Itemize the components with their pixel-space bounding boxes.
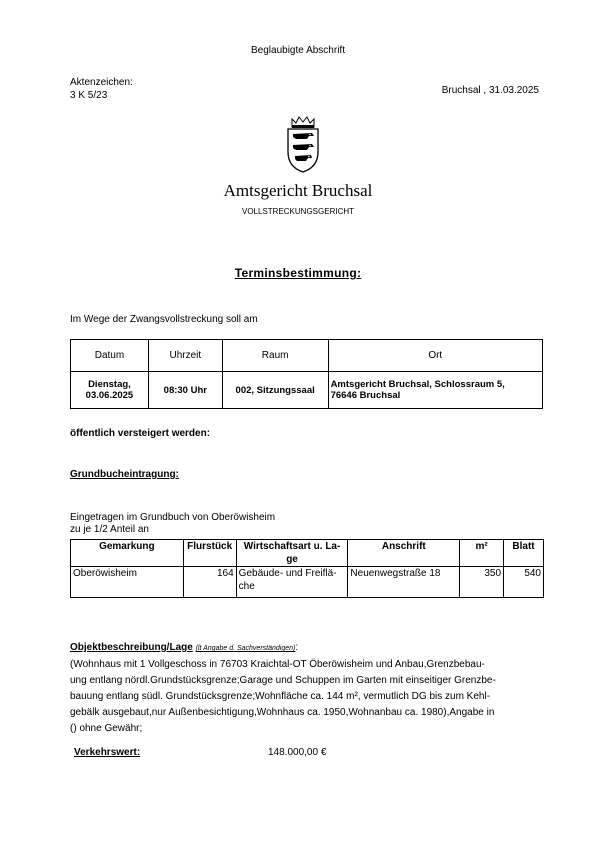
column-header-wirtschaftsart: [236, 540, 348, 567]
termin-table-row: [71, 372, 543, 409]
objekt-title-suffix: :: [295, 642, 299, 653]
column-header-anschrift: Anschrift: [348, 540, 460, 567]
objekt-description: [70, 657, 534, 737]
objekt-title: Objektbeschreibung/Lage: [70, 642, 193, 653]
grundbuch-table-header-row: [71, 540, 544, 567]
cell-wirtschaftsart-line2: che: [238, 581, 255, 592]
document-title: Terminsbestimmung:: [234, 266, 362, 280]
column-header-gemarkung: Gemarkung: [71, 540, 184, 567]
objekt-line: ung entlang nördl.Grundstücksgrenze;Garage und Schuppen im Garten mit einseitiger Grenzbe-: [70, 675, 496, 686]
termin-raum: 002, Sitzungssaal: [222, 372, 328, 409]
grundbuch-line2: zu je 1/2 Anteil an: [70, 524, 149, 535]
termin-table: [70, 339, 543, 409]
termin-weekday: Dienstag,: [88, 379, 131, 390]
cell-gemarkung: Oberöwisheim: [71, 567, 184, 598]
termin-datum: [71, 372, 149, 409]
column-header-uhrzeit: Uhrzeit: [148, 340, 222, 372]
column-header-flurstueck: Flurstück: [183, 540, 236, 567]
aktenzeichen-label: Aktenzeichen:: [70, 77, 133, 88]
baden-wuerttemberg-coat-of-arms-icon: [283, 114, 323, 174]
column-header-raum: Raum: [222, 340, 328, 372]
column-header-ort: Ort: [328, 340, 542, 372]
place-date: Bruchsal , 31.03.2025: [441, 85, 539, 96]
court-department: VOLLSTRECKUNGSGERICHT: [241, 207, 355, 216]
cell-flurstueck: 164: [183, 567, 236, 598]
cell-wirtschaftsart: [236, 567, 348, 598]
objekt-line: bauung entlang südl. Grundstücksgrenze;Wohnfläche ca. 144 m², vermutlich DG bis zum Kehl-: [70, 691, 491, 702]
termin-table-header-row: [71, 340, 543, 372]
column-header-wirtschaftsart-line1: Wirtschaftsart u. La-: [243, 541, 341, 552]
column-header-wirtschaftsart-line2: ge: [286, 554, 298, 565]
objekt-line: (Wohnhaus mit 1 Vollgeschoss in 76703 Kraichtal-OT Öberöwisheim und Anbau,Grenzbebau-: [70, 659, 485, 670]
termin-uhrzeit: 08:30 Uhr: [148, 372, 222, 409]
termin-ort: [328, 372, 542, 409]
verkehrswert-value: 148.000,00 €: [268, 747, 327, 758]
versteigert-text: öffentlich versteigert werden:: [70, 428, 211, 439]
objekt-title-note: (lt Angabe d. Sachverständigen): [195, 645, 296, 652]
verkehrswert-label: Verkehrswert:: [74, 747, 141, 758]
grundbuch-text: [70, 512, 275, 536]
document-header-label: Beglaubigte Abschrift: [251, 45, 345, 56]
column-header-blatt: Blatt: [504, 540, 544, 567]
cell-blatt: 540: [504, 567, 544, 598]
column-header-datum: Datum: [71, 340, 149, 372]
objekt-line: () ohne Gewähr;: [70, 723, 143, 734]
intro-text: Im Wege der Zwangsvollstreckung soll am: [70, 314, 258, 325]
cell-wirtschaftsart-line1: Gebäude- und Freiflä-: [238, 568, 337, 579]
column-header-m2: m²: [460, 540, 504, 567]
grundbuch-table-row: [71, 567, 544, 598]
cell-m2: 350: [460, 567, 504, 598]
objekt-line: gebälk ausgebaut,nur Außenbesichtigung,Wohnhaus ca. 1950,Wohnanbau ca. 1980),Angabe in: [70, 707, 495, 718]
grundbuch-table: [70, 539, 544, 598]
aktenzeichen-value: 3 K 5/23: [70, 90, 108, 101]
grundbuch-line1: Eingetragen im Grundbuch von Oberöwisheim: [70, 512, 276, 523]
court-name: Amtsgericht Bruchsal: [223, 181, 373, 200]
termin-ort-line1: Amtsgericht Bruchsal, Schlossraum 5,: [330, 379, 505, 390]
objekt-title-line: [70, 642, 298, 653]
cell-anschrift: Neuenwegstraße 18: [348, 567, 460, 598]
termin-ort-line2: 76646 Bruchsal: [330, 390, 401, 401]
grundbuch-title: Grundbucheintragung:: [70, 469, 179, 480]
aktenzeichen-block: [70, 76, 133, 102]
termin-date: 03.06.2025: [85, 390, 134, 401]
